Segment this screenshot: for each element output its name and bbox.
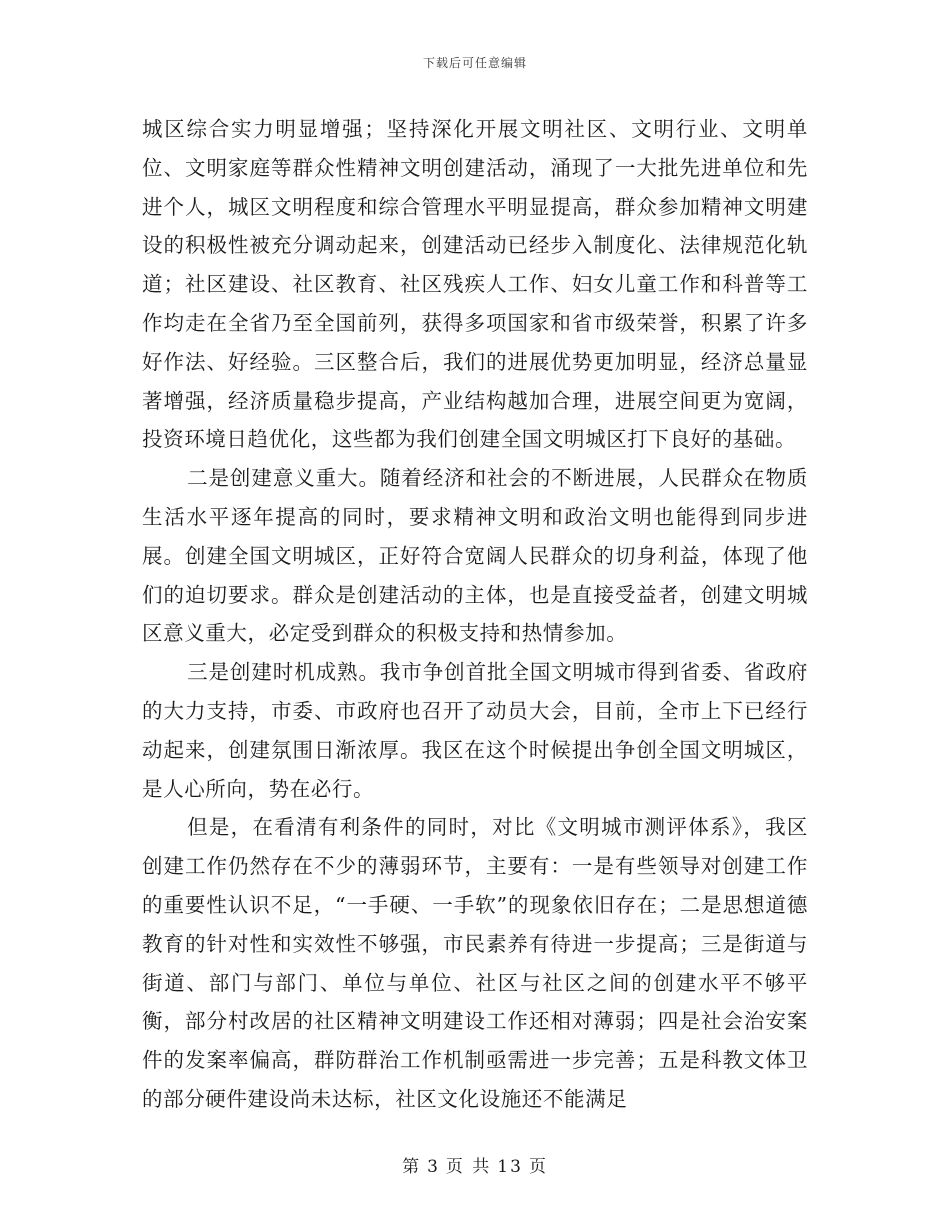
footer-suffix: 页: [528, 1157, 548, 1177]
footer-current-page: 3: [427, 1157, 440, 1177]
document-body: [142, 110, 808, 1119]
paragraph-2: 二是创建意义重大。随着经济和社会的不断进展，人民群众在物质生活水平逐年提高的同时，要求精神文明和政治文明也能得到同步进展。创建全国文明城区，正好符合宽阔人民群众的切身利益，体现了他们的迫切要求。群众是创建活动的主体，也是直接受益者，创建文明城区意义重大，必定受到群众的积极支持和热情参加。: [142, 466, 808, 646]
footer-total-pages: 13: [497, 1157, 523, 1177]
footer-middle: 页 共: [445, 1157, 492, 1177]
page-header: 下载后可任意编辑: [422, 56, 527, 70]
paragraph-1: 城区综合实力明显增强；坚持深化开展文明社区、文明行业、文明单位、文明家庭等群众性精神文明创建活动，涌现了一大批先进单位和先进个人，城区文明程度和综合管理水平明显提高，群众参加精神文明建设的积极性被充分调动起来，创建活动已经步入制度化、法律规范化轨道；社区建设、社区教育、社区残疾人工作、妇女儿童工作和科普等工作均走在全省乃至全国前列，获得多项国家和省市级荣誉，积累了许多好作法、好经验。三区整合后，我们的进展优势更加明显，经济总量显著增强，经济质量稳步提高，产业结构越加合理，进展空间更为宽阔，投资环境日趋优化，这些都为我们创建全国文明城区打下良好的基础。: [142, 117, 808, 452]
paragraph-4: 但是，在看清有利条件的同时，对比《文明城市测评体系》，我区创建工作仍然存在不少的薄弱环节，主要有：一是有些领导对创建工作的重要性认识不足，“一手硬、一手软”的现象依旧存在；二是思想道德教育的针对性和实效性不够强，市民素养有待进一步提高；三是街道与街道、部门与部门、单位与单位、社区与社区之间的创建水平不够平衡，部分村改居的社区精神文明建设工作还相对薄弱；四是社会治安案件的发案率偏高，群防群治工作机制亟需进一步完善；五是科教文体卫的部分硬件建设尚未达标，社区文化设施还不能满足: [142, 815, 808, 1111]
footer-prefix: 第: [402, 1157, 422, 1177]
paragraph-3: 三是创建时机成熟。我市争创首批全国文明城市得到省委、省政府的大力支持，市委、市政府也召开了动员大会，目前，全市上下已经行动起来，创建氛围日渐浓厚。我区在这个时候提出争创全国文明城区，是人心所向，势在必行。: [142, 660, 808, 801]
page-footer: [0, 1152, 950, 1177]
